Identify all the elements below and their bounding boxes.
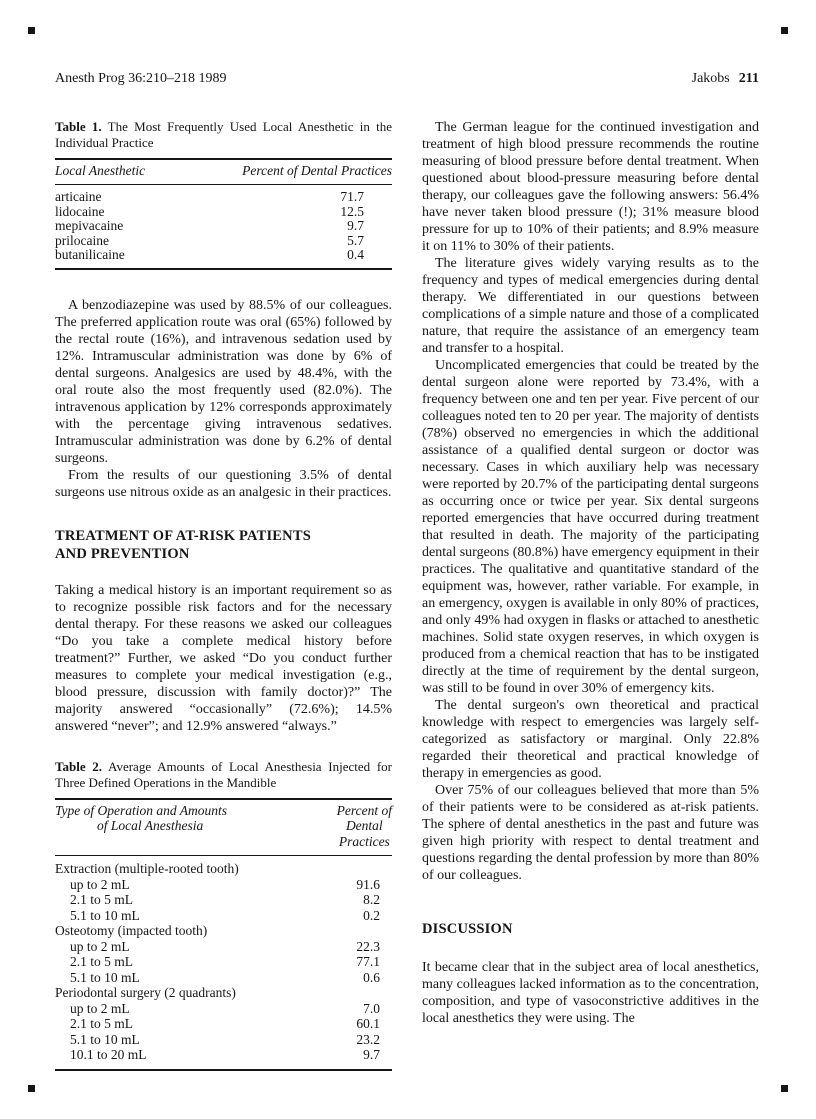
page-number: 211 (738, 71, 759, 86)
anesthetic-name: mepivacaine (55, 218, 124, 233)
amount-percent: 9.7 (363, 1047, 380, 1062)
page-header (55, 70, 759, 87)
amount-label: 5.1 to 10 mL (70, 907, 140, 923)
table1-col2-header: Percent of Dental Practices (182, 159, 392, 185)
body-paragraph: Over 75% of our colleagues believed that more than 5% of their patients were to be considered as at-risk patients. The sphere of dental anesthetics in the past and future was given high priority with respect to dental treatment and questions regarding the dental profession by more than 80% of our colleagues. (422, 783, 759, 883)
amount-label: up to 2 mL (70, 876, 130, 892)
running-head (692, 70, 759, 87)
amount-percent: 0.6 (363, 969, 380, 985)
amount-percent: 91.6 (356, 876, 380, 892)
anesthetic-name: lidocaine (55, 203, 105, 219)
table-row (55, 234, 392, 249)
anesthetic-percent: 71.7 (340, 189, 364, 204)
table1-caption-text: The Most Frequently Used Local Anesthetic in the Individual Practice (55, 119, 393, 150)
registration-mark (28, 1085, 35, 1092)
journal-citation: Anesth Prog 36:210–218 1989 (55, 71, 227, 86)
amount-percent: 22.3 (356, 938, 380, 954)
anesthetic-name: articaine (55, 189, 102, 204)
header-line: Percent of (336, 802, 392, 818)
amount-label: 10.1 to 20 mL (70, 1047, 147, 1062)
table-row (55, 219, 392, 234)
section-heading-line: TREATMENT OF AT-RISK PATIENTS (55, 527, 311, 544)
table1-caption (55, 119, 392, 151)
section-heading-discussion: DISCUSSION (422, 921, 513, 937)
table1 (55, 158, 392, 270)
anesthetic-percent: 12.5 (340, 203, 364, 219)
table-row (55, 892, 392, 908)
section-heading-treatment (55, 527, 392, 563)
registration-mark (781, 27, 788, 34)
table-row (55, 970, 392, 986)
two-column-body (55, 119, 759, 1071)
author-name: Jakobs (691, 71, 730, 86)
table-group-row (55, 861, 392, 877)
operation-type: Periodontal surgery (2 quadrants) (55, 985, 236, 1000)
body-paragraph: Uncomplicated emergencies that could be treated by the dental surgeon alone were reported by 73.4%, with a frequency between one and ten per year. Five percent of our colleagues noted ten to 20 per year. The majority of dentists (78%) observed no emergencies in which the additional assistance of a qualified dental surgeon or doctor was necessary. Cases in which auxiliary help was necessary were reported by 20.7% of the participating dental surgeons as occurring once or twice per year. Six dental surgeons reported emergencies that have occurred during treatment that resulted in death. The majority of the participating dental surgeons (80.8%) have emergency equipment in their practices. The qualitative and quantitative standard of the equipment was, however, rather variable. For example, in an emergency, oxygen is available in only 80% of practices, and only 49% had oxygen in flasks or attached to anesthetic machines. Solid state oxygen reserves, in which oxygen is produced from a chemical reaction that has to be instigated directly at the time of requirement by the dental surgeon, was still to be found in over 30% of emergency kits. (422, 358, 759, 696)
table2-caption-label: Table 2. (55, 758, 103, 774)
table-row (55, 185, 392, 205)
anesthetic-percent: 9.7 (347, 218, 364, 233)
section-heading-line: AND PREVENTION (55, 545, 190, 562)
table-row (55, 205, 392, 220)
table2-header (55, 800, 392, 857)
table-row (55, 1032, 392, 1048)
table2-caption-text: Average Amounts of Local Anesthesia Injected for Three Defined Operations in the Mandible (55, 758, 392, 790)
table-row (55, 877, 392, 893)
amount-label: 5.1 to 10 mL (70, 1031, 140, 1047)
anesthetic-name: butanilicaine (55, 247, 125, 262)
right-column (422, 119, 759, 1071)
amount-label: 2.1 to 5 mL (70, 954, 133, 969)
anesthetic-percent: 0.4 (347, 247, 364, 262)
table-group-row (55, 923, 392, 939)
body-paragraph: A benzodiazepine was used by 88.5% of our colleagues. The preferred application route was oral (65%) followed by the rectal route (16%), and intravenous sedation used by 12%. Intramuscular administration was done by 6% of dental surgeons. Analgesics are used by 48.4%, with the oral route also the most frequently used (82.0%). The intravenous application by 12% corresponds approximately with the percentage giving intravenous sedatives. Intramuscular administration was done by 6.2% of dental surgeons. (55, 297, 392, 466)
table2-body (55, 856, 392, 1069)
operation-type: Osteotomy (impacted tooth) (55, 923, 208, 938)
body-paragraph: From the results of our questioning 3.5% of dental surgeons use nitrous oxide as an analgesic in their practices. (55, 467, 392, 500)
registration-mark (28, 27, 35, 34)
amount-percent: 60.1 (356, 1016, 380, 1031)
table1-caption-label: Table 1. (55, 119, 102, 134)
anesthetic-percent: 5.7 (347, 232, 364, 248)
anesthetic-name: prilocaine (55, 232, 109, 248)
table-row (55, 1047, 392, 1063)
table-row (55, 939, 392, 955)
amount-percent: 77.1 (356, 954, 380, 969)
amount-label: 2.1 to 5 mL (70, 1016, 133, 1031)
header-line: Dental (345, 818, 383, 833)
body-paragraph: The literature gives widely varying results as to the frequency and types of medical emergencies during dental therapy. We differentiated in our questions between complications of a simple nature and those of a complicated nature, that require the assistance of an emergency team and transfer to a hospital. (422, 256, 759, 356)
body-paragraph: The dental surgeon's own theoretical and practical knowledge with respect to emergencies was largely self-categorized as satisfactory or marginal. Only 22.8% regarded their theoretical and practical knowledge of therapy in emergencies as good. (422, 698, 759, 781)
body-paragraph: It became clear that in the subject area of local anesthetics, many colleagues lacked information as to the concentration, composition, and type of vasoconstrictive additives in the local anesthetics they were using. The (422, 960, 759, 1026)
table-group-row (55, 985, 392, 1001)
amount-label: up to 2 mL (70, 938, 130, 954)
registration-mark (781, 1085, 788, 1092)
table-row (55, 1001, 392, 1017)
table-row (55, 1016, 392, 1032)
operation-type: Extraction (multiple-rooted tooth) (55, 861, 239, 876)
amount-label: 2.1 to 5 mL (70, 892, 133, 907)
table-row (55, 954, 392, 970)
amount-label: 5.1 to 10 mL (70, 969, 140, 985)
body-paragraph: The German league for the continued investigation and treatment of high blood pressure recommends the routine measuring of blood pressure before dental treatment. When questioned about blood-pressure measuring before dental therapy, our colleagues gave the following answers: 56.4% have never taken blood pressure (!); 31% measure blood pressure for up to 10% of their patients; and 8.9% measure it on 11% to 30% of their patients. (422, 120, 759, 254)
amount-percent: 23.2 (356, 1031, 380, 1047)
body-paragraph: Taking a medical history is an important requirement so as to recognize possible risk factors and for the necessary dental therapy. For these reasons we asked our colleagues “Do you take a complete medical history before treatment?” Further, we asked “Do you conduct further measures to complete your medical investigation (e.g., blood pressure, discussion with family doctor)?” The majority answered “occasionally” (72.6%); 14.5% answered “never”; and 12.9% answered “always.” (55, 582, 392, 734)
header-line: Type of Operation and Amounts (55, 802, 227, 818)
table1-col1-header: Local Anesthetic (55, 159, 182, 185)
table2 (55, 798, 392, 1071)
table2-col1-header (55, 803, 227, 850)
left-column (55, 119, 392, 1071)
table2-col2-header (337, 803, 392, 850)
amount-label: up to 2 mL (70, 1000, 130, 1016)
table2-caption (55, 759, 392, 791)
table-row (55, 908, 392, 924)
table1-header (55, 159, 392, 185)
amount-percent: 0.2 (363, 907, 380, 923)
header-line: of Local Anesthesia (97, 818, 204, 833)
amount-percent: 8.2 (363, 892, 380, 907)
table-row (55, 248, 392, 269)
amount-percent: 7.0 (363, 1000, 380, 1016)
header-line: Practices (338, 833, 390, 849)
